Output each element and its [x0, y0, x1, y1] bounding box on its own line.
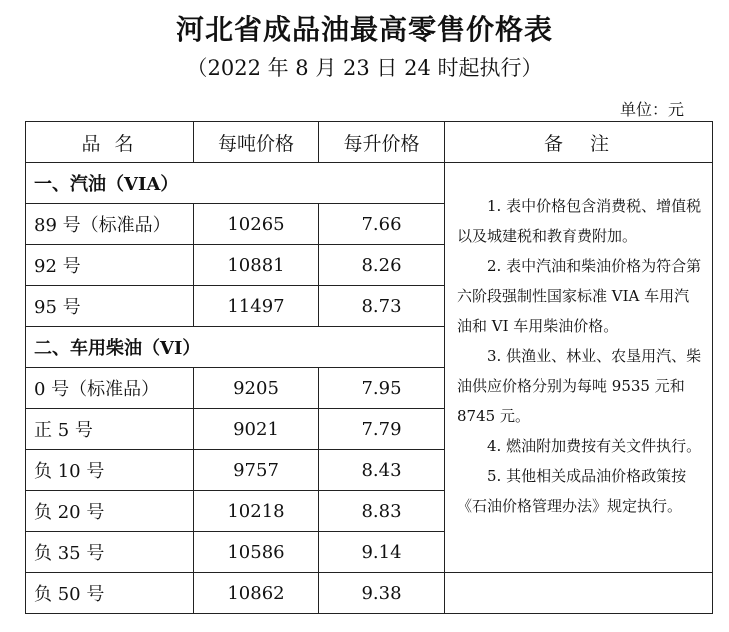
product-name: 正 5 号: [26, 409, 194, 450]
price-per-ton: 10218: [194, 491, 319, 532]
price-table: [25, 121, 713, 614]
price-per-ton: 9021: [194, 409, 319, 450]
price-per-ton: 10586: [194, 532, 319, 573]
product-name: 负 10 号: [26, 450, 194, 491]
product-name: 0 号（标准品）: [26, 368, 194, 409]
price-per-liter: 8.83: [319, 491, 445, 532]
header-row: [26, 122, 713, 163]
note-3: 3. 供渔业、林业、农垦用汽、柴油供应价格分别为每吨 9535 元和 8745 元。: [457, 347, 702, 425]
notes-cell-bottom: [445, 573, 713, 614]
price-per-ton: 11497: [194, 286, 319, 327]
category-row-gasoline: [26, 163, 713, 204]
price-per-liter: 7.95: [319, 368, 445, 409]
note-4: 4. 燃油附加费按有关文件执行。: [487, 437, 702, 455]
notes-cell: [445, 163, 713, 573]
note-1: 1. 表中价格包含消费税、增值税以及城建税和教育费附加。: [457, 197, 702, 245]
product-name: 负 20 号: [26, 491, 194, 532]
product-name: 92 号: [26, 245, 194, 286]
price-per-liter: 7.79: [319, 409, 445, 450]
note-5: 5. 其他相关成品油价格政策按《石油价格管理办法》规定执行。: [457, 467, 687, 515]
price-per-liter: 9.14: [319, 532, 445, 573]
table-row: [26, 573, 713, 614]
effective-date: （2022 年 8 月 23 日 24 时起执行）: [186, 56, 543, 80]
price-per-liter: 9.38: [319, 573, 445, 614]
header-price-per-liter: 每升价格: [319, 122, 445, 163]
header-price-per-ton: 每吨价格: [194, 122, 319, 163]
price-per-ton: 10265: [194, 204, 319, 245]
price-per-liter: 8.26: [319, 245, 445, 286]
price-per-ton: 9757: [194, 450, 319, 491]
price-per-liter: 7.66: [319, 204, 445, 245]
price-per-liter: 8.73: [319, 286, 445, 327]
note-2: 2. 表中汽油和柴油价格为符合第六阶段强制性国家标准 VIA 车用汽油和 VI 车用柴油价格。: [457, 257, 702, 335]
header-product-name: 品 名: [26, 122, 194, 163]
price-per-liter: 8.43: [319, 450, 445, 491]
category-diesel: 二、车用柴油（VI）: [26, 327, 445, 368]
price-per-ton: 10881: [194, 245, 319, 286]
unit-label: 单位：元: [620, 100, 685, 119]
product-name: 负 50 号: [26, 573, 194, 614]
product-name: 负 35 号: [26, 532, 194, 573]
header-notes: 备 注: [445, 122, 713, 163]
product-name: 95 号: [26, 286, 194, 327]
price-per-ton: 10862: [194, 573, 319, 614]
price-per-ton: 9205: [194, 368, 319, 409]
category-gasoline: 一、汽油（VIA）: [26, 163, 445, 204]
page-title: 河北省成品油最高零售价格表: [175, 13, 553, 46]
product-name: 89 号（标准品）: [26, 204, 194, 245]
